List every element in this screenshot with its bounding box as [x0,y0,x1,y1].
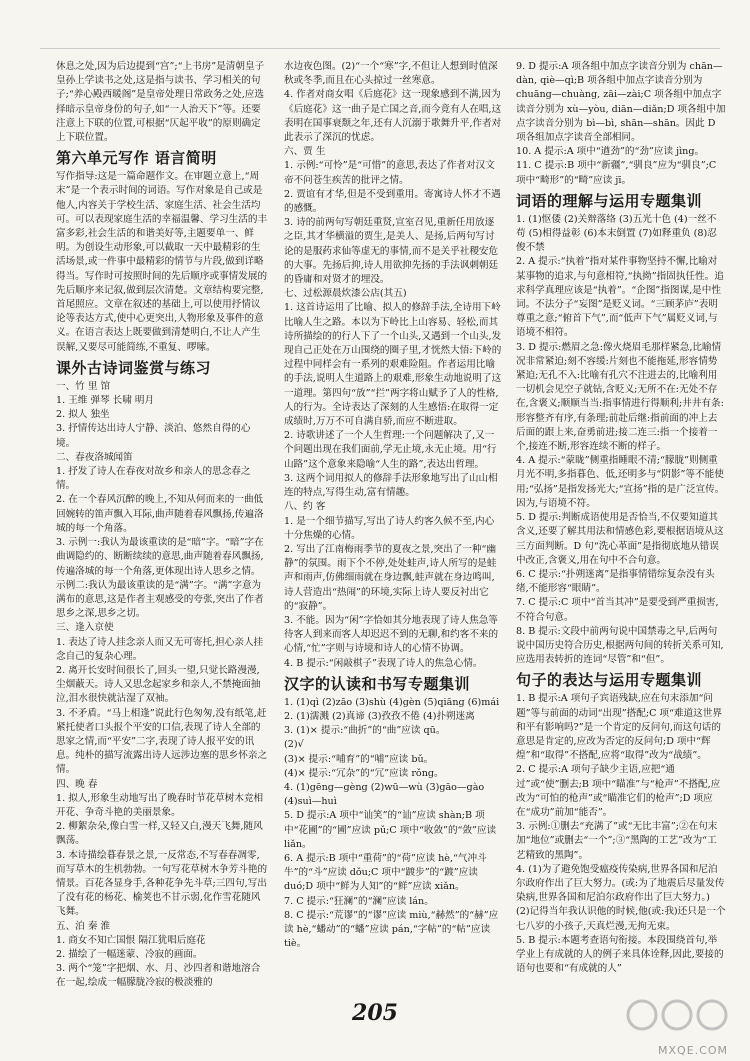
answer-paragraph: 3. 示例一:我认为最该重读的是“暗”字。“暗”字在曲调隐约的、断断续续的意思,曲声随着春风飘扬,传遍洛城的每一个角落,更体现出诗人思乡之情。 [56,537,264,577]
answer-paragraph: 1. 表达了诗人挂念亲人而又无可寄托,担心亲人挂念自己的复杂心理。 [56,636,264,662]
section-heading: 汉字的认读和书写专题集训 [284,674,471,693]
answer-paragraph: 2. 在一个春风沉醉的晚上,不知从何而来的一曲低回婉转的笛声飘入耳际,曲声随着春风飘扬,传遍洛城的每一个角落。 [56,494,264,534]
answer-paragraph: 2. A 提示:“执着”指对某件事物坚持不懈,比喻对某事物的追求,与句意相符,“执拗”指固执任性。追求科学真理应该是“执着”。“企图”指图谋,是中性词。不法分子“妄图”是贬义词。“三顾茅庐”表明尊重之意;“俯首下气”,而“低声下气”属贬义词,与语境不相符。 [516,256,724,339]
answer-paragraph: 2. 离开长安时间很长了,回头一望,只觉长路漫漫,尘烟蔽天。诗人又思念起家乡和亲人,不禁掩面抽泣,泪水很快就沾湿了双袖。 [56,664,261,705]
answer-paragraph: 3. 两个“笼”字把烟、水、月、沙四者和谐地溶合在一起,绘成一幅朦胧冷寂的极淡雅的 [56,963,261,989]
answer-paragraph: 1. B 提示:A 项句子宾语残缺,应在句末添加“问题”等与前面的动词“出现”搭配;C 项“难道这世界和平有影响吗?”是一个肯定的反问句,而这句话的意思是肯定的,应改为否定的反问句;D 项中“辉煌”和“取得”不搭配,应将“取得”改为“战绩”。 [516,693,722,762]
answer-paragraph: 5. D 提示:A 项中“讪笑”的“讪”应读 shàn;B 项中“花圃”的“圃”应读 pǔ;C 项中“收敛”的“敛”应读 liǎn。 [284,810,497,850]
answer-paragraph: 示例二:我认为最该重读的是“满”字。“满”字意为满布的意思,这是作者主观感受的夸张,突出了作者思乡之深,思乡之切。 [56,579,264,620]
answer-paragraph: 休息之处,因为后边提到“宫”;“上书房”是清朝皇子皇孙上学读书之处,这是指与读书、学习相关的句子;“养心殿西暖阁”是皇帝处理日常政务之处,应选择暗示皇帝身份的句子,如“一人治天下”等。还要注意上下联的位置,可根据“仄起平收”的原则确定上下联位置。 [56,61,265,144]
answer-paragraph: 2. 贾谊有才华,但是不受到重用。寄寓诗人怀才不遇的感慨。 [284,188,501,215]
section-heading: 句子的表达与运用专题集训 [516,671,703,690]
column-left [56,60,269,990]
watermark-logo-icon [622,993,732,1043]
answer-paragraph: 3. 诗的前两句写朝廷重贤,宣室召见,重新任用放逐之臣,其才华横溢的贾生,是美人、是扬,后两句写讨论的是服药求仙等虚无的事情,而不是关乎社稷安危的大事。先扬后抑,诗人用欲抑先扬的手法讽刺朝廷的昏庸和对贤才的埋没。 [284,217,499,286]
subsection-heading: 七、过松源晨炊漆公店(其五) [284,288,407,300]
answer-paragraph: (4)× 提示:“冗杂”的“冗”应读 rǒng。 [284,767,444,779]
answer-paragraph: 5. D 提示:判断成语使用是否恰当,不仅要知道其含义,还要了解其用法和情感色彩,要根据语境从这三方面判断。D 句“洗心革面”是指彻底地从错误中改正,含褒义,用在句中不合句意。 [516,512,724,566]
subsection-heading: 三、逢入京使 [56,622,114,634]
answer-paragraph: 2. 写出了江南梅雨季节的夏夜之景,突出了一种“幽静”的氛围。雨下个不停,处处蛙声,诗人所写的是蛙声和雨声,仿佛细雨就在身边飘,蛙声就在身边鸣叫,诗人营造出“热闹”的环境,实际上诗人要反衬出它的“寂静”。 [284,543,497,612]
answer-paragraph: 3. 不矛盾。“马上相逢”说此行色匆匆,没有纸笔,赶紧托使者口头报个平安的口信,表现了诗人全部的思家之情,而“平安”二字,表现了诗人报平安的讯息。纯朴的描写流露出诗人远涉边塞的思乡怀亲之情。 [56,707,268,776]
answer-paragraph: 9. D 提示:A 项各组中加点字读音分别为 chān—dàn, qiè—qì;B 项各组中加点字读音分别为 chuāng—chuàng, zāi—zài;C 项各组中加点字读音分别为 xù—yòu, diān—diǎn;D 项各组中加点字读音分别为 bì—bì, shān—shān。因此 D 项各组加点字读音全部相同。 [516,61,726,144]
answer-paragraph: 6. A 提示:B 项中“重荷”的“荷”应读 hè,“气冲斗牛”的“斗”应读 dǒu;C 项中“踱步”的“踱”应读 duó;D 项中“鲜为人知”的“鲜”应读 xiǎn。 [284,852,487,893]
answer-paragraph: 4. A 提示:“蒙眬”侧重指睡眼不清;“朦胧”则侧重月光不明,多指暮色、低,还明多与“阴影”等不能使用;“弘扬”是指发扬光大;“宣扬”指的是广泛宣传。因为,与语境不符。 [516,455,725,509]
answer-paragraph: 写作指导:这是一篇命题作文。在审题立意上,“周末”是一个表示时间的词语。写作对象是自己或是他人,内容关于学校生活、家庭生活、社会生活均可。可以表现家庭生活的幸福温馨、学习生活的丰富多彩,社会生活的和谐美好等,主题要单一、鲜明。为创设生动形象,可以截取一天中最精彩的生活场景,或一件事中最精彩的情节与片段,做到详略得当。写作时可按照时间的先后顺序或事情发展的先后顺序来记叙,做到层次清楚。文章结构要完整,首尾照应。文章在叙述的基础上,可以使用抒情议论等表达方式,使中心更突出,人物形象及事件的意义。在语言表达上既要做到清楚明白,不让人产生误解,又要尽可能简练,不重复、啰嗦。 [56,171,268,353]
answer-paragraph: 2. 柳絮杂朵,像白雪一样,又轻又白,漫天飞舞,随风飘荡。 [56,821,263,847]
answer-paragraph: (2)记得当年我认识他的时候,他(或:我)还只是一个七八岁的小孩子,天真烂漫,无拘无束。 [516,906,726,932]
subsection-heading: 五、泊 秦 淮 [56,920,111,932]
page-number: 205 [352,1000,398,1026]
answer-paragraph: (3)× 提示:“哺育”的“哺”应读 bǔ。 [284,753,434,765]
answer-paragraph: 3. 本诗描绘暮春景之景,一反常态,不写春春凋零,而写草木的生机勃勃。一句写花草树木争芳斗艳的情景。百花各显身手,各种花争先斗草;三四句,写出了没有花的杨花、榆荚也不甘示弱,化作雪花随风飞舞。 [56,849,268,918]
answer-paragraph: 1. 抒发了诗人在春夜对故乡和亲人的思念春之情。 [56,466,251,492]
section-heading: 第六单元写作 语言简明 [56,149,217,168]
answer-paragraph: 5. B 提示:本题考查语句衔接。本段围绕首句,举学业上有成就的人的例子来具体诠释,因此,要接的语句也要和“有成就的人” [516,934,724,975]
subsection-heading: 四、晚 春 [56,778,98,790]
answer-paragraph: 6. C 提示:“扑朔迷离”是指事情错综复杂没有头绪,不能形容“眼睛”。 [516,568,715,595]
column-middle [284,60,502,990]
answer-paragraph: 4. B 提示:“闲敲棋子”表现了诗人的焦急心情。 [284,657,483,669]
section-heading: 词语的理解与运用专题集训 [516,191,703,210]
answer-paragraph: 1. (1)怄倭 (2)关辩落络 (3)五光十色 (4)一丝不苟 (5)相得益彰 (6)本末倒置 (7)如释重负 (8)忍俊不禁 [516,213,717,254]
subsection-heading: 八、约 客 [284,501,326,513]
answer-paragraph: 2. 拟人 独坐 [56,409,110,421]
column-right [516,60,726,990]
answer-paragraph: 2. 描绘了一幅迷蒙、冷寂的画面。 [56,948,203,960]
answer-paragraph: 4. 作者对商女唱《后庭花》这一现象感到不满,因为《后庭花》这一曲子是亡国之音,而今竟有人在唱,这表明在国事衰颓之年,还有人沉溺于歌舞升平,作者对此表示了深沉的忧虑。 [284,89,502,144]
answer-paragraph: 4. (1)gēng—gèng (2)wū—wù (3)gāo—gào (4)suì—huì [284,781,485,808]
answer-paragraph: 1. 拟人,形象生动地写出了晚春时节花草树木竞相开花、争奇斗艳的美丽景象。 [56,792,264,818]
answer-paragraph: 7. C 提示:“狂澜”的“澜”应读 lán。 [284,895,434,907]
answer-paragraph: 1. 王维 弹琴 长啸 明月 [56,395,155,407]
answer-paragraph: 3. (1)× 提示:“曲折”的“曲”应读 qū。 [284,725,446,737]
answer-paragraph: 2. (1)濡溅 (2)真谛 (3)孜孜不倦 (4)扑朔迷离 [284,710,475,722]
answer-paragraph: 3. 示例:①删去“充满了”或“无比丰富”;②在句末加“地位”或删去“一个”;③“黑陶的工艺”改为“工艺精致的黑陶”。 [516,821,718,861]
answer-paragraph: 3. 抒情传达出诗人宁静、淡泊、悠然自得的心境。 [56,423,251,449]
top-rule [40,48,720,49]
answer-paragraph: 7. C 提示:C 项中“首当其冲”是要受到严重损害,不符合句意。 [516,597,719,623]
answer-paragraph: 10. A 提示:A 项中“遒劲”的“劲”应读 jìng。 [516,146,705,158]
answer-paragraph: 3. 这两个词用拟人的修辞手法形象地写出了山山相连的特点,写得生动,富有情趣。 [284,472,498,499]
answer-paragraph: 1. 是一个细节描写,写出了诗人约客久候不至,内心十分焦燥的心情。 [284,515,495,541]
answer-paragraph: 4. (1)为了避免饱受瘟疫传染病,世界各国和尼泊尔政府作出了巨大努力。(或:为了地震后尽量发传染病,世界各国和尼泊尔政府作出了巨大努力。) [516,863,725,904]
answer-paragraph: 1. 这首诗运用了比喻、拟人的修辞手法,全诗用下岭比喻人生之路。本以为下岭比上山容易、轻松,而其诗所描绘的的行人下了一个山头,又遇到一个山头,发现自己正处在万山围绕的圈子里,才恍然大悟:下岭的过程中同样会有一系列的艰难险阻。作者运用比喻的手法,说明人生道路上的艰难,形象生动地说明了这一道理。第四句“放”“拦”两字将山赋予了人的性格,人的行为。全诗表达了深刻的人生感悟:在取得一定成绩时,万万不可自满自骄,而应不断进取。 [284,302,502,428]
answer-paragraph: 3. D 提示:燃眉之急:像火烧眉毛那样紧急,比喻情况非常紧迫;刻不容缓:片刻也不能拖延,形容情势紧迫;无孔不入:比喻有孔穴不注进去的,比喻利用一切机会见空子就钻,含贬义;无所不在:无处不存在,含褒义;顺顺当当:指事情进行得顺利;井井有条:形容整齐有序,有条理;前赴后继:指前面的冲上去后面的跟上来,奋勇前进;接二连三:指一个接着一个,接连不断,形容连续不断的样子。 [516,341,724,453]
answer-paragraph: (2)√ [284,739,304,751]
answer-paragraph: 2. 诗歌讲述了一个人生哲理:一个问题解决了,又一个问题出现在我们面前,学无止境,永无止境。用“行山路”这个意象来隐喻“人生的路”,表达出哲理。 [284,430,497,470]
section-heading: 课外古诗词鉴赏与练习 [56,358,212,377]
answer-paragraph: 1. (1)qì (2)zāo (3)shù (4)gèn (5)qiāng (6)mái [284,696,500,708]
answer-paragraph: 2. C 提示:A 项句子缺少主语,应把“通过”或“使”删去;B 项中“瞄准”与“枪声”不搭配,应改为“可怕的枪声”或“瞄准它们的枪声”;D 项应在“成功”前加“能否”。 [516,764,721,818]
answer-paragraph: 1. 示例:“可怜”是“可惜”的意思,表达了作者对汉文帝不问苍生疾苦的批评之情。 [284,160,495,186]
answer-paragraph: 3. 不能。因为“闲”字恰如其分地表现了诗人焦急等待客人到来而客人却迟迟不到的无聊,和约客不来的心情,“忙”字则与诗境和诗人的心情不协调。 [284,614,499,655]
subsection-heading: 六、贾 生 [284,146,326,158]
subsection-heading: 一、竹 里 馆 [56,380,111,392]
subsection-heading: 二、春夜洛城闻笛 [56,451,133,463]
answer-paragraph: 8. B 提示:文段中前两句说中国禁毒之早,后两句说中国历史符合历史,根据两句间的转折关系可知,应选用表转折的连词“尽管”和“但”。 [516,625,724,666]
answer-paragraph: 8. C 提示:“荒谬”的“谬”应读 miù,“赫然”的“赫”应读 hè,“蟠动”的“蟠”应读 pán,“字帖”的“帖”应读 tiè。 [284,909,499,950]
answer-paragraph: 水边夜色图。(2)“一个“寒”字,不但让人想到时值深秋或冬季,而且在心头掠过一丝寒意。 [284,61,498,87]
answer-paragraph: 11. C 提示:B 项中“新疆”,“驯良”应为“驯良”;C 项中“畸形”的“畸”应读 jī。 [516,160,717,186]
watermark-text: MXQE.COM [658,1044,728,1057]
answer-paragraph: 1. 商女不知亡国恨 隔江犹唱后庭花 [56,934,206,946]
